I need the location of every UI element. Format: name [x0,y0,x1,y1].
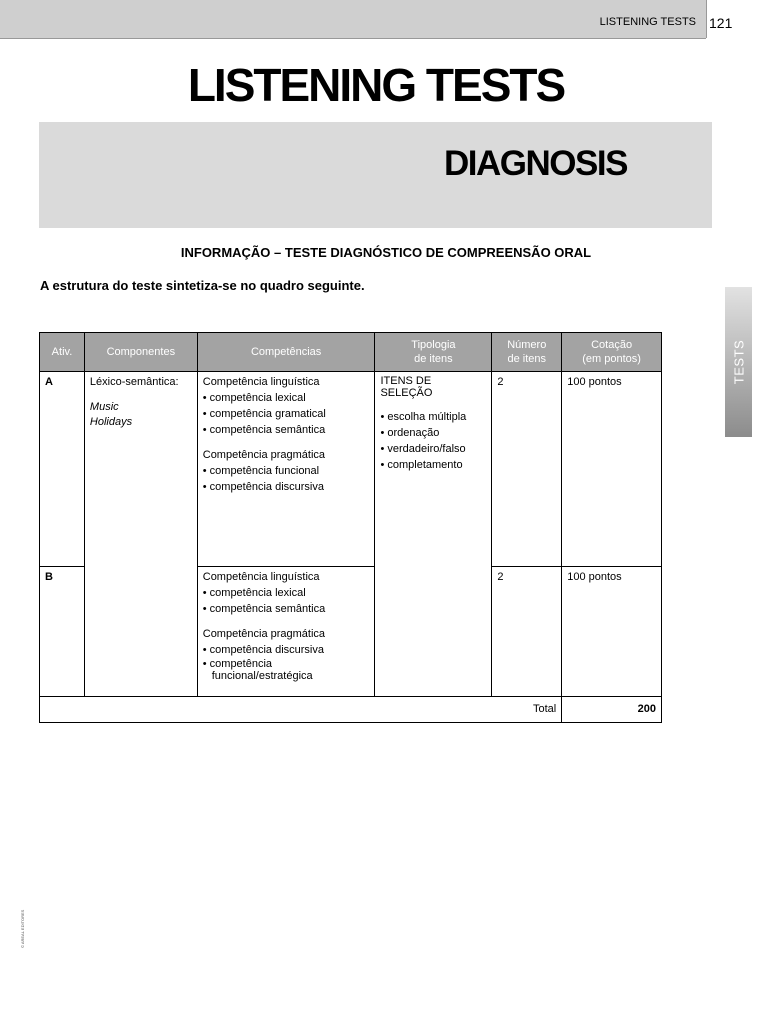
header-ativ: Ativ. [40,333,85,372]
section-heading: INFORMAÇÃO – TESTE DIAGNÓSTICO DE COMPREENSÃO ORAL [180,245,592,260]
numero-cell: 2 [492,372,562,567]
competencia-item: • competência discursiva [202,481,324,493]
header-componentes: Componentes [84,333,197,372]
competencia-item: • competência gramatical [202,408,326,420]
tipologia-item: • verdadeiro/falso [380,443,466,455]
page-number: 121 [709,15,733,31]
competencia-title: Competência pragmática [202,449,326,461]
tipologia-item: • escolha múltipla [380,411,467,423]
header-competencias: Competências [197,333,375,372]
competencia-title: Competência linguística [202,571,320,583]
competencia-title: Competência pragmática [202,628,326,640]
competencia-item: • competência semântica [202,603,326,615]
header-tipologia: Tipologia de itens [375,333,492,372]
side-tab [725,287,752,437]
table-row [40,372,662,567]
subtitle-band [39,122,712,228]
competencia-item: • competência funcional [202,465,320,477]
tipologia-title: ITENS DE SELEÇÃO [380,375,433,399]
componente-item: Music [89,401,119,413]
header-numero: Número de itens [492,333,562,372]
total-row [40,697,662,723]
total-label: Total [40,697,562,723]
cotacao-cell: 100 pontos [562,372,662,567]
publisher-credit: © AREAL EDITORES [20,909,25,948]
running-title: LISTENING TESTS [599,16,696,28]
total-value: 200 [562,697,662,723]
ativ-cell: A [40,372,85,567]
table-header-row [40,333,662,372]
competencia-item: • competência semântica [202,424,326,436]
competencia-item: • competência discursiva [202,644,324,656]
cotacao-cell: 100 pontos [562,567,662,697]
side-tab-label: TESTS [731,339,746,385]
intro-text: A estrutura do teste sintetiza-se no quadro seguinte. [40,278,365,293]
competencias-cell [197,567,375,697]
competencia-item: • competência lexical [202,392,306,404]
competencia-item: • competência lexical [202,587,306,599]
page-subtitle: DIAGNOSIS [444,144,627,183]
competencia-item: • competência [202,658,273,670]
page-title: LISTENING TESTS [187,59,565,111]
tipologia-cell [375,372,492,697]
header-bar [0,0,706,39]
header-cotacao: Cotação (em pontos) [562,333,662,372]
componentes-cell [84,372,197,697]
competencia-item: funcional/estratégica [211,670,313,682]
componente-item: Holidays [89,416,133,428]
ativ-cell: B [40,567,85,697]
test-structure-table [39,332,662,723]
header-divider [706,0,707,38]
competencia-title: Competência linguística [202,376,320,388]
tipologia-item: • completamento [380,459,463,471]
componente-title: Léxico-semântica: [89,376,179,388]
tipologia-item: • ordenação [380,427,440,439]
numero-cell: 2 [492,567,562,697]
competencias-cell [197,372,375,567]
